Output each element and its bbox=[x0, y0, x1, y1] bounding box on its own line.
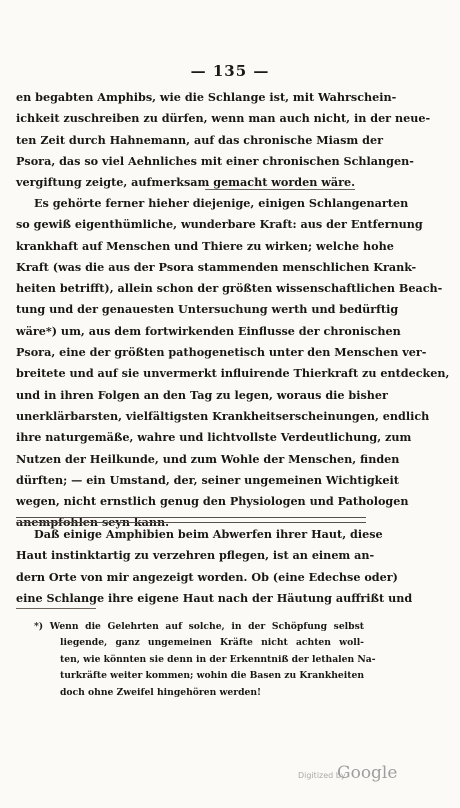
paragraph2-line: krankhaft auf Menschen und Thiere zu wirken; welche hohe bbox=[16, 238, 394, 253]
paragraph2-line: heiten betrifft), allein schon der größten wissenschaftlichen Beach- bbox=[16, 281, 443, 296]
paragraph-amphibs bbox=[16, 87, 431, 193]
footnote-line: turkräfte weiter kommen; wohin die Basen zu Krankheiten bbox=[60, 670, 364, 682]
footnote-line: doch ohne Zweifel hingehören werden! bbox=[60, 686, 262, 698]
paragraph2-line: wäre*) um, aus dem fortwirkenden Einflusse der chronischen bbox=[16, 323, 401, 338]
paragraph3-line: Haut instinktartig zu verzehren pflegen, ist an einem an- bbox=[16, 548, 375, 563]
paragraph2-line: Kraft (was die aus der Psora stammenden menschlichen Krank- bbox=[16, 259, 417, 274]
paragraph2-line: anempfohlen seyn kann. bbox=[16, 515, 170, 530]
paragraph1-line: en begabten Amphibs, wie die Schlange ist, mit Wahrschein- bbox=[16, 90, 397, 104]
footnote-rule bbox=[16, 608, 96, 609]
footnote bbox=[34, 619, 376, 701]
paragraph2-line: ihre naturgemäße, wahre und lichtvollste Verdeutlichung, zum bbox=[16, 430, 412, 445]
footnote-line: liegende, ganz ungemeinen Kräfte nicht achten woll- bbox=[60, 637, 364, 649]
digitized-by-label: Digitized by bbox=[298, 771, 346, 780]
page-number: — 135 — bbox=[190, 62, 270, 80]
double-divider bbox=[16, 517, 366, 523]
paragraph2-line: unerklärbarsten, vielfältigsten Krankheitserscheinungen, endlich bbox=[16, 408, 430, 423]
paragraph1-line: vergiftung zeigte, aufmerksam gemacht worden wäre. bbox=[16, 175, 356, 190]
paragraph2-line: Es gehörte ferner hieher diejenige, einigen Schlangenarten bbox=[34, 196, 409, 210]
footnote-line: *) Wenn die Gelehrten auf solche, in der Schöpfung selbst bbox=[34, 621, 364, 632]
paragraph-skin-shedding bbox=[16, 524, 413, 609]
paragraph2-line: wegen, nicht ernstlich genug den Physiologen und Pathologen bbox=[16, 494, 409, 509]
paragraph2-line: breitete und auf sie unvermerkt influirende Thierkraft zu entdecken, bbox=[16, 366, 450, 381]
paragraph3-line: eine Schlange ihre eigene Haut nach der Häutung auffrißt und bbox=[16, 590, 413, 605]
paragraph2-line: so gewiß eigenthümliche, wunderbare Kraft: aus der Entfernung bbox=[16, 217, 423, 232]
paragraph1-line: Psora, das so viel Aehnliches mit einer chronischen Schlangen- bbox=[16, 153, 414, 168]
paragraph3-line: Daß einige Amphibien beim Abwerfen ihrer Haut, diese bbox=[34, 527, 383, 541]
paragraph1-line: ichkeit zuschreiben zu dürfen, wenn man auch nicht, in der neue- bbox=[16, 111, 431, 126]
google-watermark: Google bbox=[337, 763, 398, 783]
paragraph1-line: ten Zeit durch Hahnemann, auf das chronische Miasm der bbox=[16, 132, 383, 147]
paragraph2-line: Nutzen der Heilkunde, und zum Wohle der Menschen, finden bbox=[16, 451, 400, 466]
paragraph3-line: dern Orte von mir angezeigt worden. Ob (eine Edechse oder) bbox=[16, 569, 398, 584]
paragraph2-line: Psora, eine der größten pathogenetisch unter den Menschen ver- bbox=[16, 345, 427, 360]
paragraph2-line: tung und der genauesten Untersuchung werth und bedürftig bbox=[16, 302, 399, 317]
paragraph2-line: und in ihren Folgen an den Tag zu legen, woraus die bisher bbox=[16, 387, 388, 402]
paragraph2-line: dürften; — ein Umstand, der, seiner ungemeinen Wichtigkeit bbox=[16, 472, 399, 487]
footnote-line: ten, wie könnten sie denn in der Erkenntniß der lethalen Na- bbox=[60, 653, 376, 665]
section-rule bbox=[205, 189, 355, 190]
